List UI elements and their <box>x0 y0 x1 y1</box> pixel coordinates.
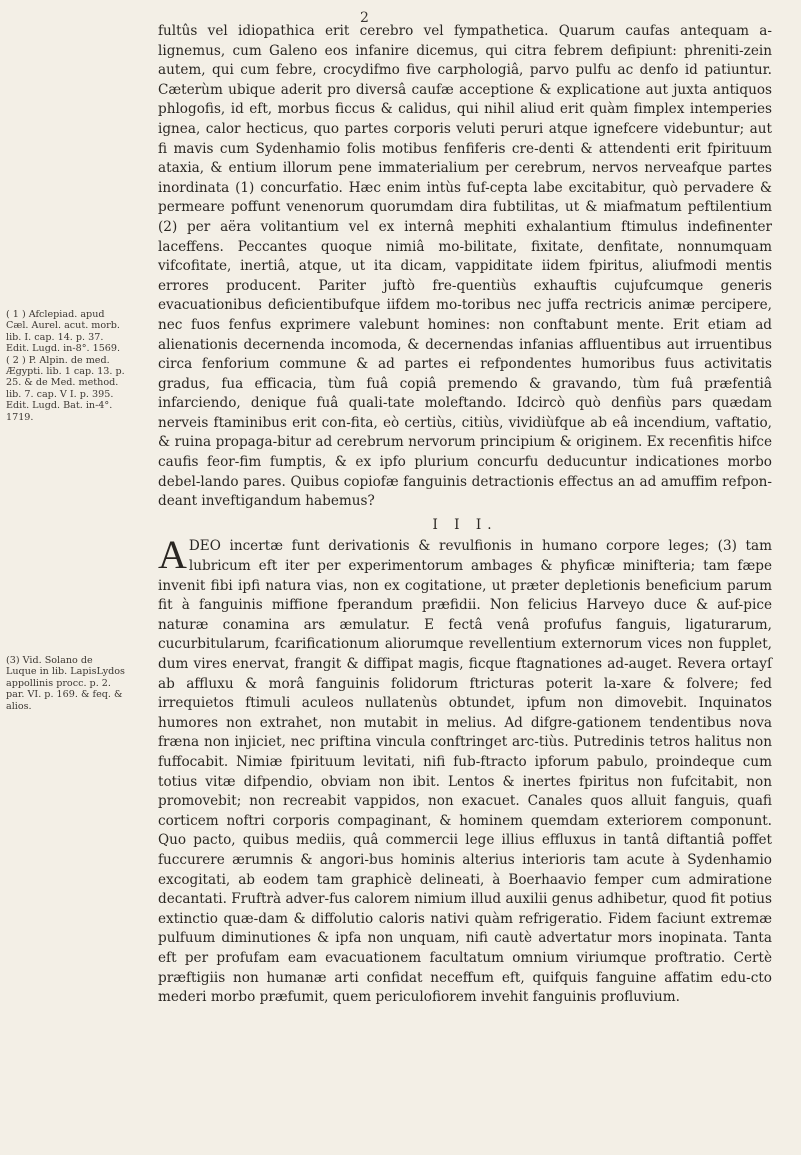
main-text <box>158 22 772 1008</box>
drop-cap: A <box>158 532 187 578</box>
paragraph-2: DEO incertæ funt derivationis & revulfionis in humano corpore leges; (3) tam lubricum eft iter per experimentorum ambages & phyficæ minifteria; tam fæpe invenit fibi ipfi natura vias, non ex cogitatione, ut præter depletionis beneficium parum fit à fanguinis miffione fperandum præfidii. Non felicius Harveyo duce & auf-pice naturæ conamina ars æmulatur. E fectâ venâ profufus fanguis, ligaturarum, cucurbitularum, fcarificationum aliorumque revellentium externorum vices non fupplet, dum vires enervat, frangit & diffipat magis, ficque ftagnationes ad-auget. Revera ortayſ ab affluxu & morâ fanguinis folidorum ftricturas poterit la-xare & folvere; fed irrequietos ftimuli aculeos nullatenùs obtundet, ipfum non dimovebit. Inquinatos humores non extrahet, non mutabit in melius. Ad difgre-gationem tendentibus nova fræna non injiciet, nec priftina vincula conftringet arc-tiùs. Putredinis tetros halitus non fuffocabit. Nimiæ fpirituum levitati, nifi fub-ftracto ipforum pabulo, proindeque cum totius vitæ difpendio, obviam non ibit. Lentos & inertes fpiritus non fufcitabit, non promovebit; non recreabit vappidos, non exacuet. Canales quos alluit fanguis, quafi corticem noftri corporis compaginant, & hominem quemdam exteriorem componunt. Quo pacto, quibus mediis, quâ commercii lege illius effluxus in tantâ diftantiâ poffet fuccurere ærumnis & angori-bus hominis alterius interioris tam acute à Sydenhamio excogitati, ab eodem tam graphicè delineati, à Boerhaavio femper cum admiratione decantati. Fruftrà adver-fus calorem nimium illud auxilii genus adhibetur, quod fit potius extinctio quæ-dam & diffolutio caloris nativi quàm refrigeratio. Fidem faciunt extremæ pulfuum diminutiones & ipfa non unquam, nifi cautè advertatur mors inopinata. Tanta eft per profufam eam evacuationem facultatum omnium viriumque proftratio. Certè præftigiis non humanæ arti confidat neceffum eft, quifquis fanguine affatim edu-cto mederi morbo præfumit, quem periculofiorem invehit fanguinis profluvium. <box>158 538 772 1006</box>
page-number: 2 <box>360 10 369 26</box>
margin-note-references-1-2: ( 1 ) Afclepiad. apud Cæl. Aurel. acut. morb. lib. I. cap. 14. p. 37. Edit. Lugd. in-8°. 1569. ( 2 ) P. Alpin. de med. Ægypti. lib. 1 cap. 13. p. 25. & de Med. method. lib. 7. cap. V I. p. 395. Edit. Lugd. Bat. in-4°. 1719. <box>6 309 125 423</box>
section-heading: I I I. <box>432 516 498 533</box>
paragraph-1: fultûs vel idiopathica erit cerebro vel fympathetica. Quarum caufas antequam a-lignemus, cum Galeno eos infanire dicemus, qui citra febrem defipiunt: phreniti-zein autem, qui cum febre, crocydifmo five carphologiâ, parvo pulfu ac denfo id patiuntur. Cæterùm ubique aderit pro diversâ caufæ acceptione & explicatione aut juxta antiquos phlogofis, id eft, morbus ficcus & calidus, qui nihil aliud erit quàm fimplex intemperies ignea, calor hecticus, quo partes corporis veluti peruri atque ignefcere videbuntur; aut fi mavis cum Sydenhamio folis motibus fenfiferis cre-denti & attendenti erit fpirituum ataxia, & entium illorum pene immaterialium per cerebrum, nervos nerveafque partes inordinata (1) concurfatio. Hæc enim intùs fuf-cepta labe excitabitur, quò pervadere & permeare poffunt venenorum quorumdam dira fubtilitas, ut & miafmatum peftilentium (2) per aëra volitantium vel ex internâ mephiti exhalantium ftimulus indefinenter laceffens. Peccantes quoque nimiâ mo-bilitate, fixitate, denfitate, nonnumquam vifcofitate, inertiâ, atque, ut ita dicam, vappiditate iidem fpiritus, aliufmodi mentis errores producent. Pariter juftò fre-quentiùs exhauftis cujufcumque generis evacuationibus deficientibufque iifdem mo-toribus nec juffa rectricis animæ percipere, nec fuos fenfus exprimere valebunt homines: non conftabunt mente. Erit etiam ad alienationis decernenda incomoda, & decernendas infanias affluentibus aut irruentibus circa fenforium commune & ad partes ei refpondentes humoribus fuus activitatis gradus, fua efficacia, tùm fuâ copiâ premendo & gravando, tùm fuâ præfentiâ infarciendo, denique fuâ quali-tate moleftando. Idcircò quò denfiùs pars quædam nerveis ftaminibus erit con-fita, eò certiùs, citiùs, vividiùfque ab eâ incendium, vaftatio, & ruina propaga-bitur ad cerebrum nervorum principium & originem. Ex recenfitis hifce caufis feor-fim fumptis, & ex ipfo plurium concurfu deducuntur indicationes morbo debel-lando pares. Quibus copiofæ fanguinis detractionis effectus an ad amuffim refpon-deant inveftigandum habemus? <box>158 23 772 510</box>
margin-note-reference-3: (3) Vid. Solano de Luque in lib. LapisLydos appollinis procc. p. 2. par. VI. p. 169. & feq. & alios. <box>6 655 125 712</box>
paragraph-2-wrapper <box>158 532 772 1007</box>
